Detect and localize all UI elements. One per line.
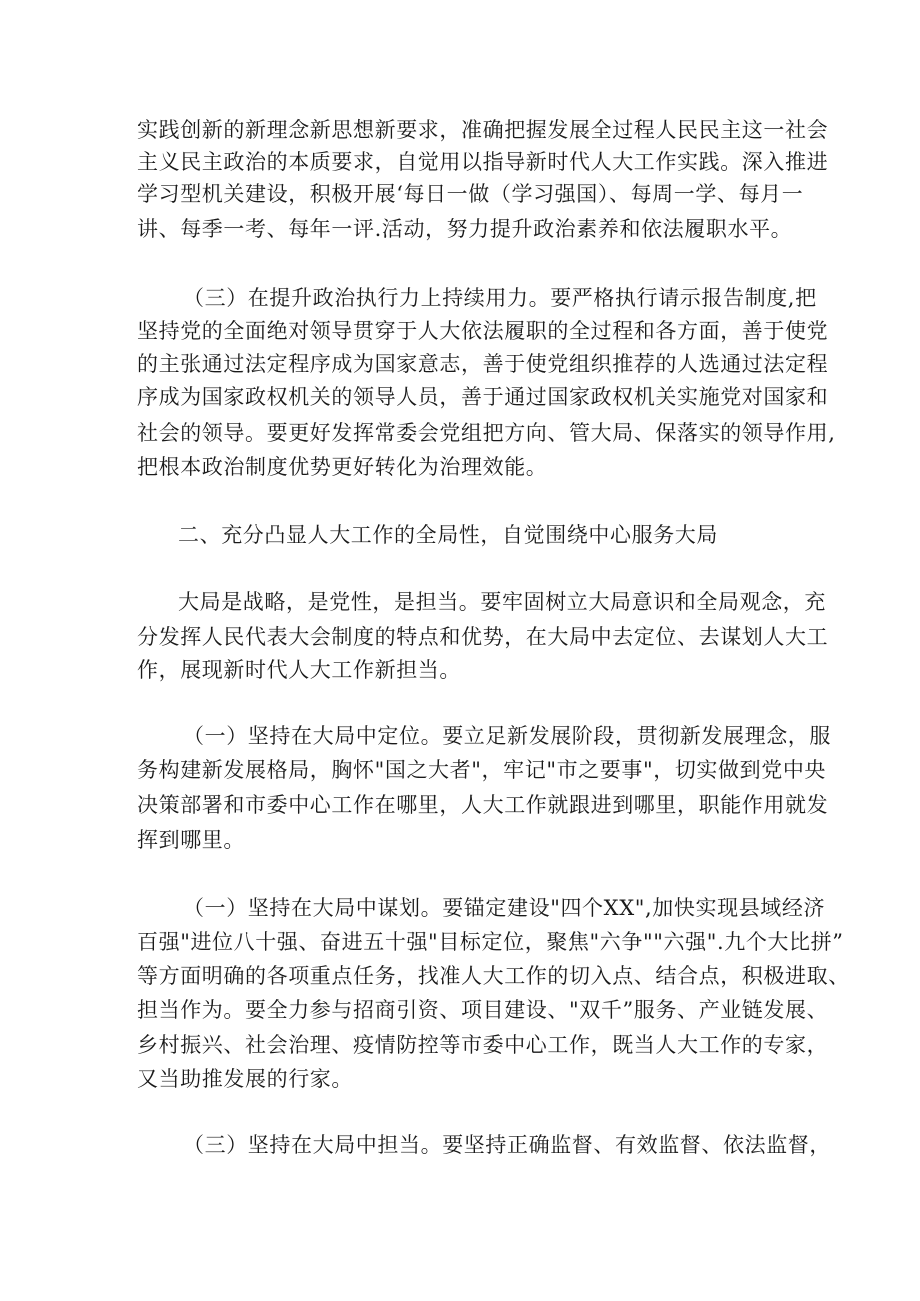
text-line: 学习型机关建设，积极开展‘每日一做（学习强国）、每周一学、每月一 xyxy=(137,182,804,206)
text-line: 序成为国家政权机关的领导人员，善于通过国家政权机关实施党对国家和 xyxy=(137,385,829,409)
text-line: 社会的领导。要更好发挥常委会党组把方向、管大局、保落实的领导作用, xyxy=(137,421,836,445)
text-line: 的主张通过法定程序成为国家意志，善于使党组织推荐的人选通过法定程 xyxy=(137,352,829,376)
text-line: 坚持党的全面绝对领导贯穿于人大依法履职的全过程和各方面，善于使党 xyxy=(137,319,829,343)
text-line: 等方面明确的各项重点任务，找准人大工作的切入点、结合点，积极进取、 xyxy=(137,964,850,988)
text-line: 分发挥人民代表大会制度的特点和优势，在大局中去定位、去谋划人大工 xyxy=(137,625,829,649)
text-line: 实践创新的新理念新思想新要求，准确把握发展全过程人民民主这一社会 xyxy=(137,118,829,142)
text-line: 作，展现新时代人大工作新担当。 xyxy=(137,658,461,682)
text-line: 乡村振兴、社会治理、疫情防控等市委中心工作，既当人大工作的专家， xyxy=(137,1033,829,1057)
text-line: 讲、每季一考、每年一评.活动，努力提升政治素养和依法履职水平。 xyxy=(137,217,793,241)
text-line: 决策部署和市委中心工作在哪里，人大工作就跟进到哪里，职能作用就发 xyxy=(137,793,829,817)
text-line: 百强"进位八十强、奋进五十强"目标定位，聚焦"六争""六强".九个大比拼” xyxy=(137,930,844,954)
text-line: 挥到哪里。 xyxy=(137,828,245,852)
text-line: 又当助推发展的行家。 xyxy=(137,1067,353,1091)
text-line: 大局是战略，是党性，是担当。要牢固树立大局意识和全局观念，充 xyxy=(178,590,826,614)
section-heading: 二、充分凸显人大工作的全局性，自觉围绕中心服务大局 xyxy=(178,523,718,547)
text-line: （一）坚持在大局中定位。要立足新发展阶段，贯彻新发展理念，服 xyxy=(183,724,831,748)
text-line: 主义民主政治的本质要求，自觉用以指导新时代人大工作实践。深入推进 xyxy=(137,150,829,174)
text-line: 担当作为。要全力参与招商引资、项目建设、"双千”服务、产业链发展、 xyxy=(137,998,829,1022)
text-line: 务构建新发展格局，胸怀"国之大者"，牢记"市之要事"，切实做到党中央 xyxy=(137,758,827,782)
text-line: 把根本政治制度优势更好转化为治理效能。 xyxy=(137,455,548,479)
text-line: （一）坚持在大局中谋划。要锚定建设"四个XX",加快实现县域经济 xyxy=(183,896,826,920)
text-line: （三）坚持在大局中担当。要坚持正确监督、有效监督、依法监督， xyxy=(183,1133,831,1157)
text-line: （三）在提升政治执行力上持续用力。要严格执行请示报告制度,把 xyxy=(183,286,817,310)
